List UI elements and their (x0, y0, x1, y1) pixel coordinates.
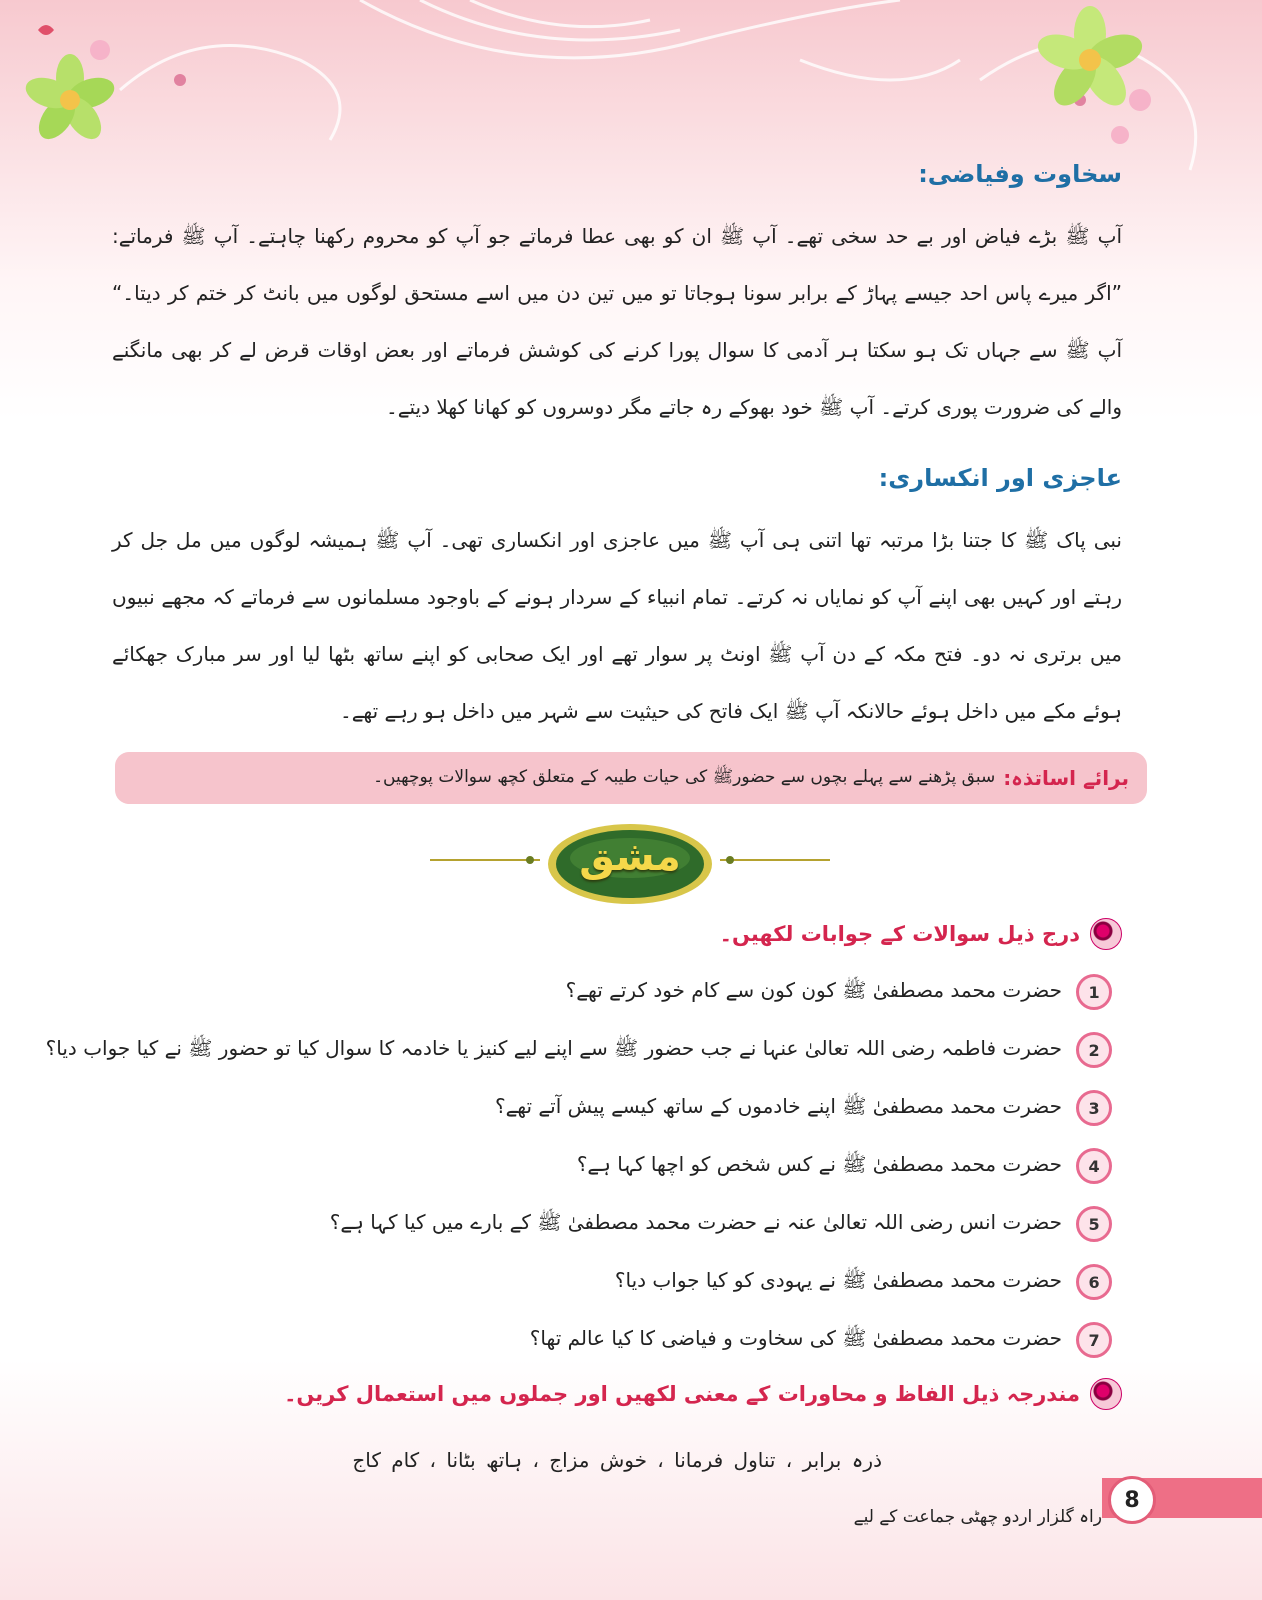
bullet-icon (1090, 1378, 1122, 1410)
question-item (566, 974, 1112, 1010)
question-text: حضرت انس رضی اللہ تعالیٰ عنہ نے حضرت محمد مصطفیٰ ﷺ کے بارے میں کیا کہا ہے؟ (329, 1209, 1062, 1234)
paragraph-humility: نبی پاک ﷺ کا جتنا بڑا مرتبہ تھا اتنی ہی آپ ﷺ میں عاجزی اور انکساری تھی۔ آپ ﷺ ہمیشہ لوگوں میں مل جل کر رہتے اور کہیں بھی اپنے آپ کو نمایاں نہ کرتے۔ تمام انبیاء کے سردار ہونے کے باوجود مسلمانوں سے فرماتے کہ مجھے نبیوں میں برتری نہ دو۔ فتح مکہ کے دن آپ ﷺ اونٹ پر سوار تھے اور ایک صحابی کو اپنے ساتھ بٹھا لیا اور سر مبارک جھکائے ہوئے مکے میں داخل ہوئے حالانکہ آپ ﷺ ایک فاتح کی حیثیت سے شہر میں داخل ہو رہے تھے۔ (112, 528, 1122, 723)
question-text: حضرت محمد مصطفیٰ ﷺ کی سخاوت و فیاضی کا کیا عالم تھا؟ (529, 1325, 1062, 1350)
question-number-badge: 6 (1076, 1264, 1112, 1300)
bullet-icon (1090, 918, 1122, 950)
question-text: حضرت محمد مصطفیٰ ﷺ اپنے خادموں کے ساتھ کیسے پیش آتے تھے؟ (494, 1093, 1062, 1118)
flower-left-icon (22, 54, 118, 146)
teacher-note-label: برائے اساتذہ: (1003, 766, 1129, 790)
section-heading-generosity: سخاوت وفیاضی: (918, 160, 1122, 188)
question-number-badge: 4 (1076, 1148, 1112, 1184)
question-number-badge: 1 (1076, 974, 1112, 1010)
paragraph-generosity: آپ ﷺ بڑے فیاض اور بے حد سخی تھے۔ آپ ﷺ ان کو بھی عطا فرماتے جو آپ کو محروم رکھنا چاہتے۔ آپ ﷺ فرماتے: ”اگر میرے پاس احد جیسے پہاڑ کے برابر سونا ہوجاتا تو میں تین دن میں اسے مستحق لوگوں میں بانٹ کر ختم کر دیتا۔“ آپ ﷺ سے جہاں تک ہو سکتا ہر آدمی کا سوال پورا کرنے کی کوشش فرماتے اور بعض اوقات قرض لے کر بھی مانگنے والے کی ضرورت پوری کرتے۔ آپ ﷺ خود بھوکے رہ جاتے مگر دوسروں کو کھانا کھلا دیتے۔ (112, 224, 1122, 419)
instruction-vocabulary-text: مندرجہ ذیل الفاظ و محاورات کے معنی لکھیں اور جملوں میں استعمال کریں۔ (284, 1382, 1080, 1406)
instruction-questions (720, 918, 1122, 950)
question-item (577, 1148, 1112, 1184)
question-text: حضرت محمد مصطفیٰ ﷺ نے کس شخص کو اچھا کہا ہے؟ (576, 1151, 1062, 1176)
question-item (46, 1032, 1112, 1068)
question-item (495, 1090, 1112, 1126)
question-number-badge: 7 (1076, 1322, 1112, 1358)
question-number-badge: 2 (1076, 1032, 1112, 1068)
question-item (330, 1206, 1112, 1242)
page-number: 8 (1108, 1476, 1156, 1524)
question-text: حضرت محمد مصطفیٰ ﷺ کون کون سے کام خود کرتے تھے؟ (565, 977, 1062, 1002)
vocabulary-words: ذرہ برابر ، تناول فرمانا ، خوش مزاج ، ہاتھ بٹانا ، کام کاج (352, 1448, 882, 1472)
question-number-badge: 5 (1076, 1206, 1112, 1242)
instruction-questions-text: درج ذیل سوالات کے جوابات لکھیں۔ (719, 922, 1080, 946)
teacher-note-text: سبق پڑھنے سے پہلے بچوں سے حضورﷺ کی حیات طیبہ کے متعلق کچھ سوالات پوچھیں۔ (373, 766, 996, 787)
question-item (615, 1264, 1112, 1300)
book-title: راہ گلزار اردو چھٹی جماعت کے لیے (853, 1507, 1102, 1527)
instruction-vocabulary (284, 1378, 1122, 1410)
question-text: حضرت محمد مصطفیٰ ﷺ نے یہودی کو کیا جواب دیا؟ (614, 1267, 1062, 1292)
teacher-note-box (115, 752, 1147, 804)
question-text: حضرت فاطمہ رضی اللہ تعالیٰ عنہا نے جب حضور ﷺ سے اپنے لیے کنیز یا خادمہ کا سوال کیا تو حضور ﷺ نے کیا جواب دیا؟ (45, 1035, 1062, 1060)
question-item (530, 1322, 1112, 1358)
exercise-title: مشق (579, 834, 681, 880)
question-number-badge: 3 (1076, 1090, 1112, 1126)
section-heading-humility: عاجزی اور انکساری: (878, 464, 1122, 492)
corner-ornament-icon (38, 25, 54, 35)
